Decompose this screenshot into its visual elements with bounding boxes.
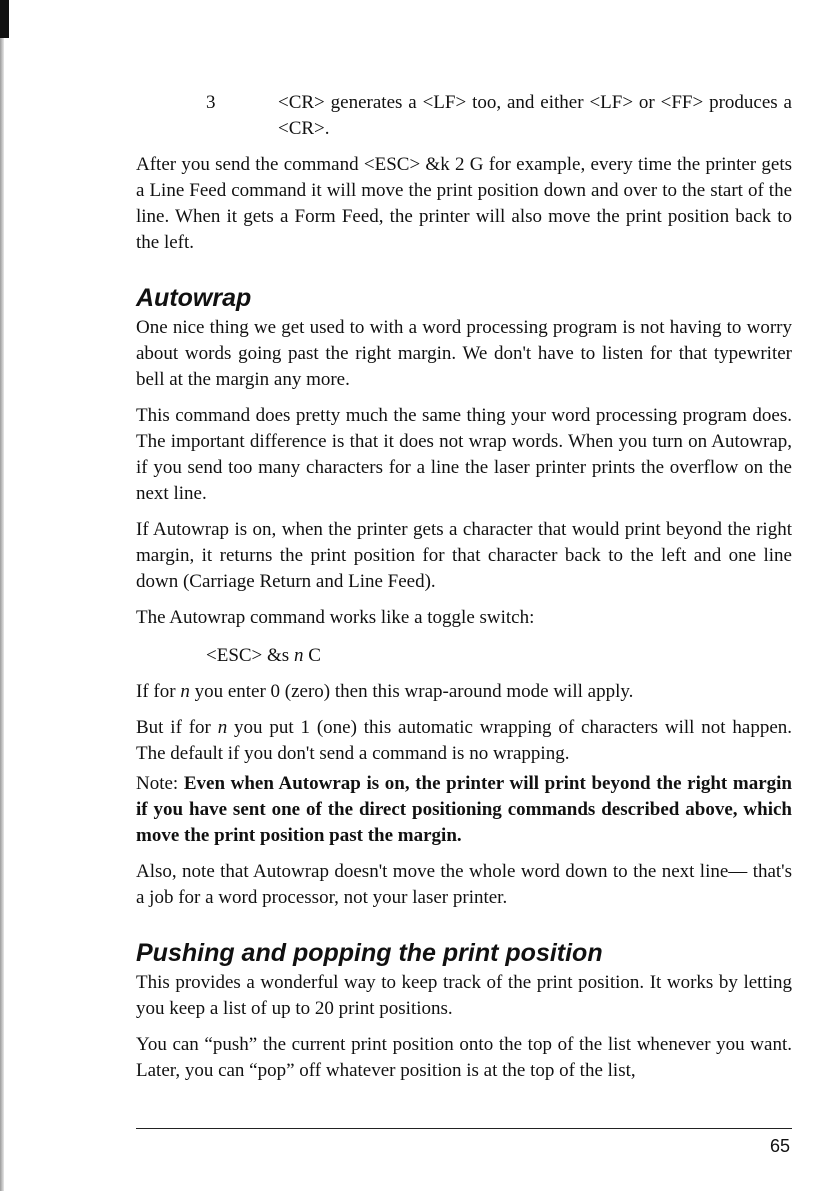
autowrap-command xyxy=(206,643,792,669)
p5-variable: n xyxy=(180,681,190,702)
autowrap-heading: Autowrap xyxy=(136,284,252,312)
autowrap-paragraph-2: This command does pretty much the same thing your word processing program does. The important difference is that it does not wrap words. When you turn on Autowrap, if you send too many characters for a line the laser printer prints the overflow on the next line. xyxy=(136,405,792,504)
p6-prefix: But if for xyxy=(136,717,218,738)
footer-rule xyxy=(136,1128,792,1129)
p5-suffix: you enter 0 (zero) then this wrap-around mode will apply. xyxy=(189,681,634,702)
p6-suffix: you put 1 (one) this automatic wrapping of characters will not happen. The default if you don't send a command is no wrapping. xyxy=(136,717,792,764)
p6-variable: n xyxy=(217,717,228,738)
list-item-number: 3 xyxy=(206,92,216,113)
note-prefix: Note: xyxy=(136,773,184,794)
intro-paragraph: After you send the command <ESC> &k 2 G for example, every time the printer gets a Line Feed command it will move the print position down and over to the start of the line. When it gets a Form Feed, the printer will also move the print position back to the left. xyxy=(136,154,792,253)
page-content xyxy=(136,90,792,1084)
note-bold-text: Even when Autowrap is on, the printer will print beyond the right margin if you have sent one of the direct positioning commands described above, which move the print position past the margin. xyxy=(136,773,792,846)
list-item-text: <CR> generates a <LF> too, and either <LF> or <FF> produces a <CR>. xyxy=(278,92,792,139)
scan-mark xyxy=(0,0,9,38)
page-number: 65 xyxy=(769,1136,790,1156)
p5-prefix: If for xyxy=(136,681,181,702)
command-suffix: C xyxy=(303,645,321,666)
autowrap-paragraph-1: One nice thing we get used to with a word processing program is not having to worry about words going past the right margin. We don't have to listen for that typewriter bell at the margin any more. xyxy=(136,317,792,390)
autowrap-paragraph-3: If Autowrap is on, when the printer gets a character that would print beyond the right margin, it returns the print position for that character back to the left and one line down (Carriage Return and Line Feed). xyxy=(136,519,792,592)
command-variable: n xyxy=(293,645,304,666)
autowrap-paragraph-7: Also, note that Autowrap doesn't move the whole word down to the next line— that's a job for a word processor, not your laser printer. xyxy=(136,861,792,908)
autowrap-paragraph-6 xyxy=(136,715,792,767)
list-item xyxy=(206,90,792,142)
autowrap-paragraph-5 xyxy=(136,679,792,705)
scan-edge xyxy=(0,0,4,1191)
pushing-heading: Pushing and popping the print position xyxy=(136,939,603,967)
autowrap-note xyxy=(136,771,792,849)
autowrap-paragraph-4: The Autowrap command works like a toggle switch: xyxy=(136,607,535,628)
pushing-paragraph-2: You can “push” the current print position onto the top of the list whenever you want. Later, you can “pop” off whatever position is at the top of the list, xyxy=(136,1034,792,1081)
command-prefix: <ESC> &s xyxy=(206,645,294,666)
pushing-paragraph-1: This provides a wonderful way to keep track of the print position. It works by letting you keep a list of up to 20 print positions. xyxy=(136,972,792,1019)
